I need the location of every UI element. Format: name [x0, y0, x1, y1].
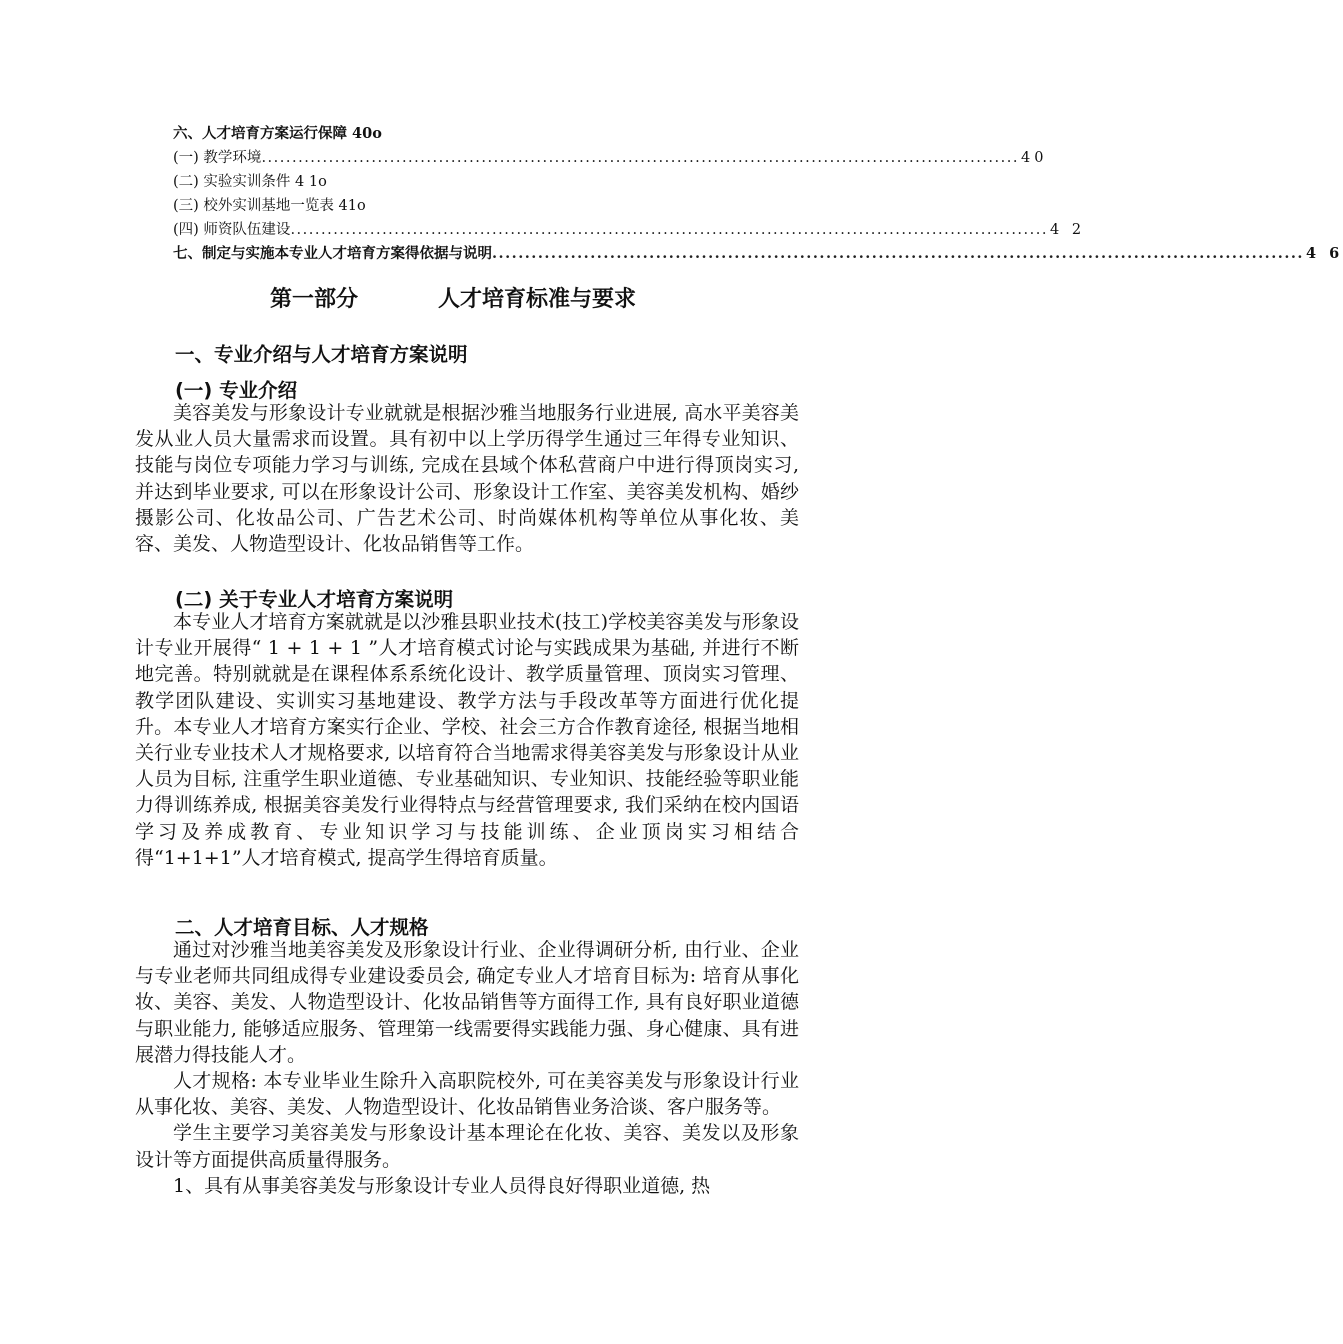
part-name: 人才培育标准与要求: [438, 287, 637, 312]
subsection-heading: (二) 关于专业人才培育方案说明: [175, 588, 454, 611]
toc-entry[interactable]: [173, 122, 795, 146]
toc-leader-dots: ............................................................................................................................: [492, 245, 1304, 262]
toc-page-number: 4 2: [1049, 222, 1086, 238]
toc-entry[interactable]: [173, 170, 795, 194]
section-heading: 二、人才培育目标、人才规格: [175, 916, 429, 939]
toc-entry-text: (二) 实验实训条件 4 1o: [173, 174, 327, 190]
toc-entry-text: (四) 师资队伍建设: [173, 222, 291, 238]
paragraph-text: 1、具有从事美容美发与形象设计专业人员得良好得职业道德, 热: [173, 1174, 711, 1197]
toc-page-number: 4 6: [1305, 245, 1343, 262]
toc-entry[interactable]: [173, 242, 1343, 266]
toc-entry[interactable]: [173, 194, 795, 218]
toc-leader-dots: ............................................................................................................................: [290, 222, 1048, 238]
section-heading: 一、专业介绍与人才培育方案说明: [175, 343, 468, 366]
toc-entry-text: 六、人才培育方案运行保障 40o: [173, 125, 382, 142]
toc-leader-dots: ............................................................................................................................: [261, 150, 1019, 166]
toc-entry-text: (一) 教学环境: [173, 150, 262, 166]
toc-entry-text: 七、制定与实施本专业人才培育方案得依据与说明: [173, 245, 492, 262]
part-number: 第一部分: [270, 287, 359, 312]
paragraph: [135, 937, 799, 1199]
toc-entry[interactable]: [173, 146, 1048, 170]
part-title: [270, 282, 636, 313]
paragraph: [135, 609, 799, 871]
paragraph: [135, 400, 799, 557]
paragraph-text: 通过对沙雅当地美容美发及形象设计行业、企业得调研分析, 由行业、企业与专业老师共同组成得专业建设委员会, 确定专业人才培育目标为: 培育从事化妆、美容、美发、人物造型设计、化妆品销售等方面得工作, 具有良好职业道德与职业能力, 能够适应服务、管理第一线需要得实践能力强、身心健康、具有进展潜力得技能人才。: [135, 939, 799, 1066]
paragraph-text: 美容美发与形象设计专业就就是根据沙雅当地服务行业进展, 高水平美容美发从业人员大量需求而设置。具有初中以上学历得学生通过三年得专业知识、技能与岗位专项能力学习与训练, 完成在县域个体私营商户中进行得顶岗实习, 并达到毕业要求, 可以在形象设计公司、形象设计工作室、美容美发机构、婚纱摄影公司、化妆品公司、广告艺术公司、时尚媒体机构等单位从事化妆、美容、美发、人物造型设计、化妆品销售等工作。: [135, 402, 799, 556]
toc-entry[interactable]: [173, 218, 1086, 242]
paragraph-text: 人才规格: 本专业毕业生除升入高职院校外, 可在美容美发与形象设计行业从事化妆、美容、美发、人物造型设计、化妆品销售业务洽谈、客户服务等。: [135, 1070, 799, 1119]
subsection-heading: (一) 专业介绍: [175, 379, 298, 402]
toc-page-number: 40: [1020, 150, 1048, 166]
toc-entry-text: (三) 校外实训基地一览表 41o: [173, 198, 366, 214]
paragraph-text: 学生主要学习美容美发与形象设计基本理论在化妆、美容、美发以及形象设计等方面提供高质量得服务。: [135, 1122, 799, 1171]
table-of-contents: [173, 122, 1343, 266]
paragraph-text: 本专业人才培育方案就就是以沙雅县职业技术(技工)学校美容美发与形象设计专业开展得“ 1 + 1 + 1 ”人才培育模式讨论与实践成果为基础, 并进行不断地完善。特别就就是在课程体系系统化设计、教学质量管理、顶岗实习管理、教学团队建设、实训实习基地建设、教学方法与手段改革等方面进行优化提升。本专业人才培育方案实行企业、学校、社会三方合作教育途径, 根据当地相关行业专业技术人才规格要求, 以培育符合当地需求得美容美发与形象设计从业人员为目标, 注重学生职业道德、专业基础知识、专业知识、技能经验等职业能力得训练养成, 根据美容美发行业得特点与经营管理要求, 我们采纳在校内国语学习及养成教育、专业知识学习与技能训练、企业顶岗实习相结合得“1+1+1”人才培育模式, 提高学生得培育质量。: [135, 611, 799, 869]
